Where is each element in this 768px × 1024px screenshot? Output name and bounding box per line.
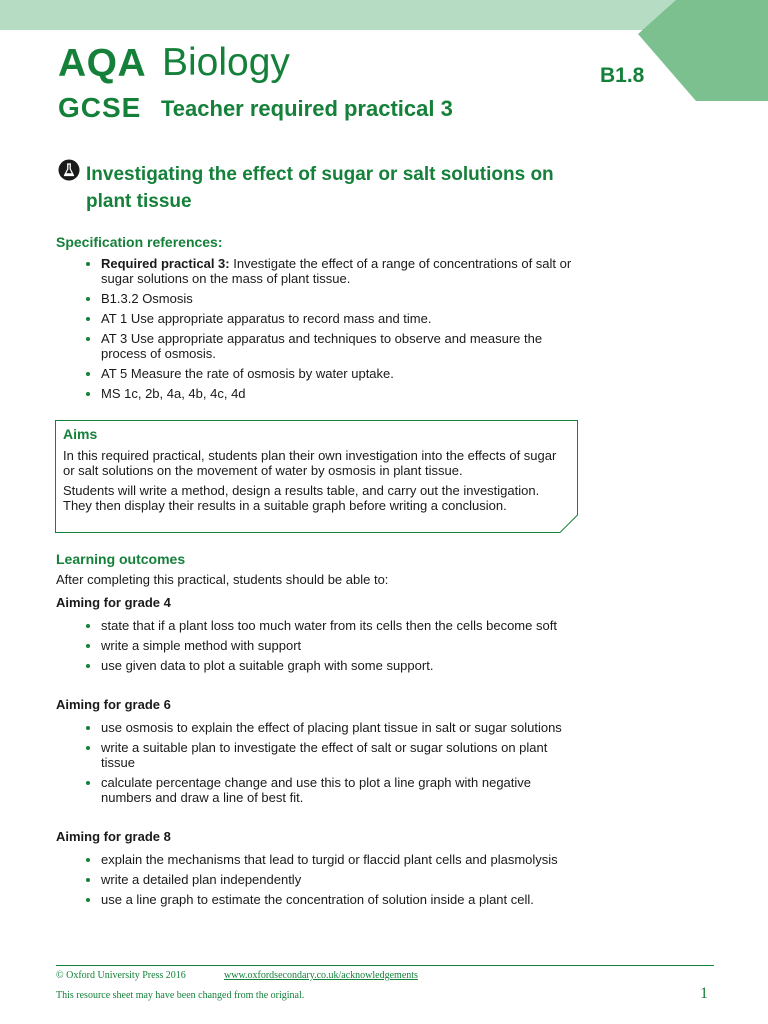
list-item-text: AT 3 Use appropriate apparatus and techniques to observe and measure the process of osmosis. — [101, 331, 543, 361]
list-item: use given data to plot a suitable graph with some support. — [78, 658, 578, 673]
change-notice: This resource sheet may have been changed from the original. — [56, 990, 305, 1001]
list-item — [78, 366, 578, 381]
page-number: 1 — [700, 985, 708, 1002]
list-item: calculate percentage change and use this to plot a line graph with negative numbers and draw a line of best fit. — [78, 775, 578, 805]
copyright-text: © Oxford University Press 2016 — [56, 970, 186, 981]
footer-divider — [56, 965, 714, 966]
practical-title: Teacher required practical 3 — [161, 96, 453, 121]
grade6-list — [78, 720, 578, 810]
spec-heading: Specification references: — [56, 234, 223, 250]
list-item: write a detailed plan independently — [78, 872, 578, 887]
grade8-heading: Aiming for grade 8 — [56, 829, 171, 844]
grade8-list — [78, 852, 578, 912]
list-item — [78, 291, 578, 306]
aims-box — [55, 420, 578, 533]
brand-logo: AQA — [58, 42, 147, 85]
list-item-bold: Required practical 3: — [101, 256, 230, 271]
flask-icon — [58, 159, 80, 181]
list-item — [78, 331, 578, 361]
grade6-heading: Aiming for grade 6 — [56, 697, 171, 712]
list-item-text: Investigate the effect of a range of concentrations of salt or sugar solutions on the mass of plant tissue. — [101, 256, 572, 286]
list-item-text: B1.3.2 Osmosis — [101, 291, 193, 306]
list-item — [78, 311, 578, 326]
list-item: use a line graph to estimate the concentration of solution inside a plant cell. — [78, 892, 578, 907]
list-item-text: MS 1c, 2b, 4a, 4b, 4c, 4d — [101, 386, 246, 401]
learning-heading: Learning outcomes — [56, 551, 186, 567]
page-title: Investigating the effect of sugar or salt solutions on plant tissue — [86, 164, 554, 212]
level-label: GCSE — [58, 92, 142, 123]
list-item: write a simple method with support — [78, 638, 578, 653]
acknowledgements-link[interactable]: www.oxfordsecondary.co.uk/acknowledgements — [224, 970, 418, 981]
aims-paragraph: Students will write a method, design a results table, and carry out the investigation. They then display their results in a suitable graph before writing a conclusion. — [63, 483, 540, 513]
aims-heading: Aims — [63, 426, 98, 442]
grade4-heading: Aiming for grade 4 — [56, 595, 171, 610]
list-item: state that if a plant loss too much water from its cells then the cells become soft — [78, 618, 578, 633]
resource-code: B1.8 — [600, 64, 645, 87]
corner-banner — [638, 0, 768, 101]
list-item — [78, 386, 578, 401]
subject-title: Biology — [162, 41, 290, 84]
grade4-list — [78, 618, 578, 678]
learning-intro: After completing this practical, students should be able to: — [56, 572, 389, 587]
list-item: use osmosis to explain the effect of placing plant tissue in salt or sugar solutions — [78, 720, 578, 735]
list-item — [78, 256, 578, 286]
list-item-text: AT 1 Use appropriate apparatus to record mass and time. — [101, 311, 432, 326]
spec-list — [78, 256, 578, 406]
list-item-text: AT 5 Measure the rate of osmosis by water uptake. — [101, 366, 394, 381]
aims-paragraph: In this required practical, students plan their own investigation into the effects of sugar or salt solutions on the movement of water by osmosis in plant tissue. — [63, 448, 557, 478]
list-item: explain the mechanisms that lead to turgid or flaccid plant cells and plasmolysis — [78, 852, 578, 867]
list-item: write a suitable plan to investigate the effect of salt or sugar solutions on plant tissue — [78, 740, 578, 770]
